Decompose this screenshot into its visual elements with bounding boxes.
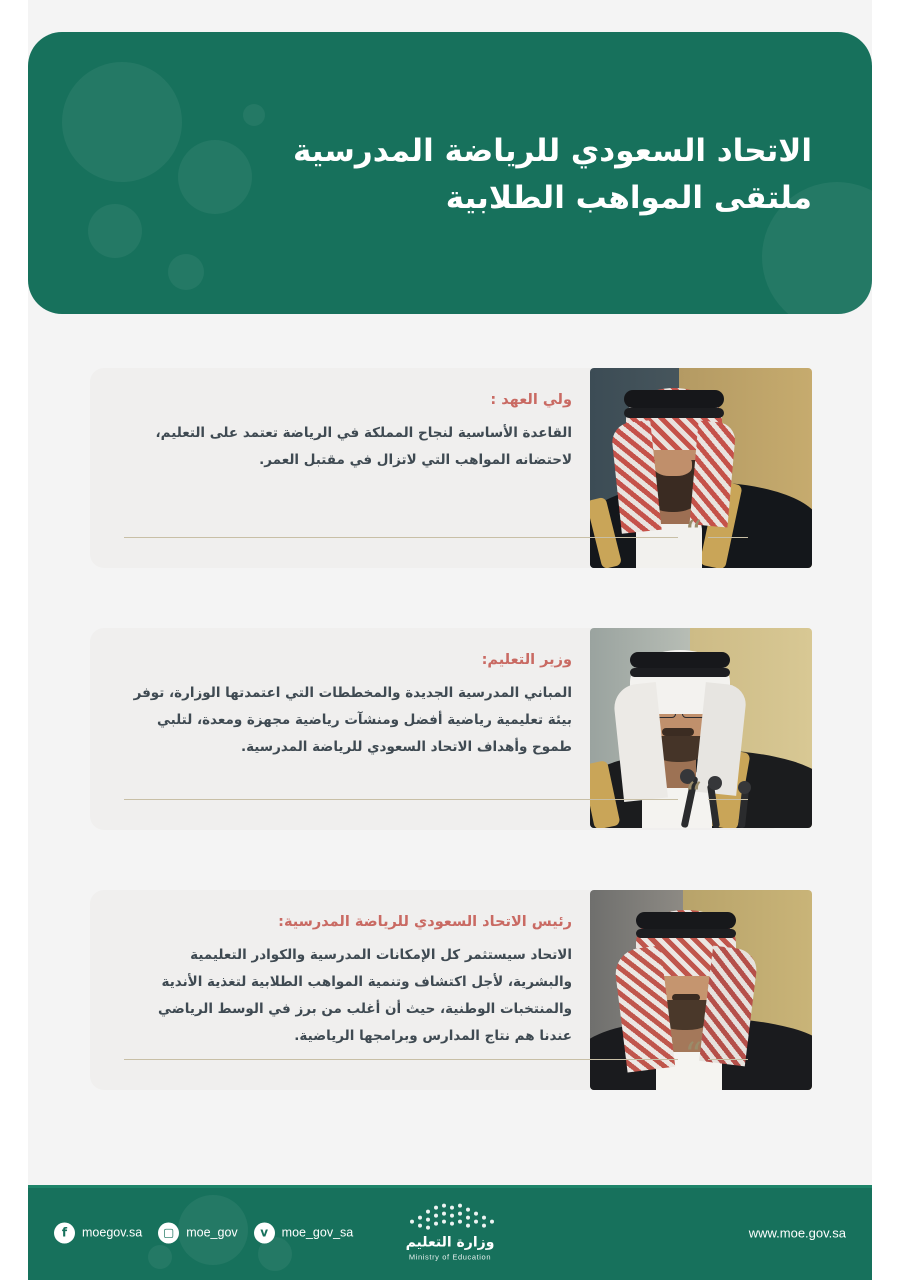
quote-text: القاعدة الأساسية لنجاح المملكة في الرياضة تعتمد على التعليم، لاحتضانه المواهب التي لاتزال في مقتبل العمر. (155, 425, 572, 469)
quote-mark-icon: “ (684, 1035, 702, 1075)
divider-line-short (708, 1059, 748, 1060)
ministry-name-en: Ministry of Education (408, 1252, 492, 1262)
divider-line-short (708, 799, 748, 800)
social-link-instagram[interactable] (158, 1222, 237, 1243)
website-url[interactable]: www.moe.gov.sa (748, 1225, 846, 1240)
header-banner (28, 32, 872, 314)
quote-card (90, 368, 782, 568)
page-title (118, 128, 812, 221)
page-margin-right (872, 0, 900, 1280)
quote-role: وزير التعليم: (481, 652, 572, 668)
quote-card (90, 890, 782, 1090)
title-line-1: الاتحاد السعودي للرياضة المدرسية (292, 133, 812, 169)
social-handle: moegov.sa (82, 1225, 143, 1240)
title-line-2: ملتقى المواهب الطلابية (445, 179, 812, 216)
quote-text: الاتحاد سيستثمر كل الإمكانات المدرسية والكوادر التعليمية والبشرية، لأجل اكتشاف وتنمية المواهب الطلابية لتغذية الأندية والمنتخبات الوطنية، حيث أن أغلب من برز في الوسط الرياضي عندنا هم نتاج المدارس وبرامجها الرياضية. (158, 947, 572, 1045)
page-margin-left (0, 0, 28, 1280)
quote-mark-icon: “ (684, 775, 702, 815)
decorative-circle (243, 104, 265, 126)
instagram-icon: ▢ (158, 1222, 179, 1243)
quote-role: رئيس الاتحاد السعودي للرياضة المدرسية: (278, 914, 572, 930)
decorative-circle (168, 254, 204, 290)
social-handle: moe_gov_sa (281, 1225, 354, 1240)
decorative-circle (148, 1245, 172, 1269)
divider-line-short (708, 537, 748, 538)
quote-mark-icon: “ (684, 513, 702, 553)
social-handle: moe_gov (186, 1225, 238, 1240)
card-footer (124, 513, 748, 553)
quote-card (90, 628, 782, 830)
social-link-facebook[interactable] (54, 1222, 142, 1243)
card-text-block (124, 650, 572, 761)
ministry-logo (404, 1203, 496, 1262)
card-text-block (124, 390, 572, 474)
footer-divider (28, 1185, 872, 1188)
logo-dot-pattern-icon (404, 1203, 496, 1229)
card-text-block (124, 912, 572, 1050)
social-links (54, 1222, 353, 1243)
quote-text: المباني المدرسية الجديدة والمخططات التي اعتمدتها الوزارة، توفر بيئة تعليمية رياضية أفضل ومنشآت رياضية مجهزة ومعدة، لتلبي طموح وأهداف الاتحاد السعودي للرياضة المدرسية. (133, 685, 572, 756)
divider-line (124, 537, 678, 538)
quote-role: ولي العهد : (490, 392, 572, 408)
ministry-name-ar: وزارة التعليم (405, 1234, 495, 1251)
facebook-icon: f (54, 1222, 75, 1243)
footer-bar (28, 1185, 872, 1280)
card-footer (124, 1035, 748, 1075)
divider-line (124, 799, 678, 800)
card-footer (124, 775, 748, 815)
divider-line (124, 1059, 678, 1060)
twitter-icon: ᴠ (254, 1222, 275, 1243)
social-link-twitter[interactable] (254, 1222, 354, 1243)
